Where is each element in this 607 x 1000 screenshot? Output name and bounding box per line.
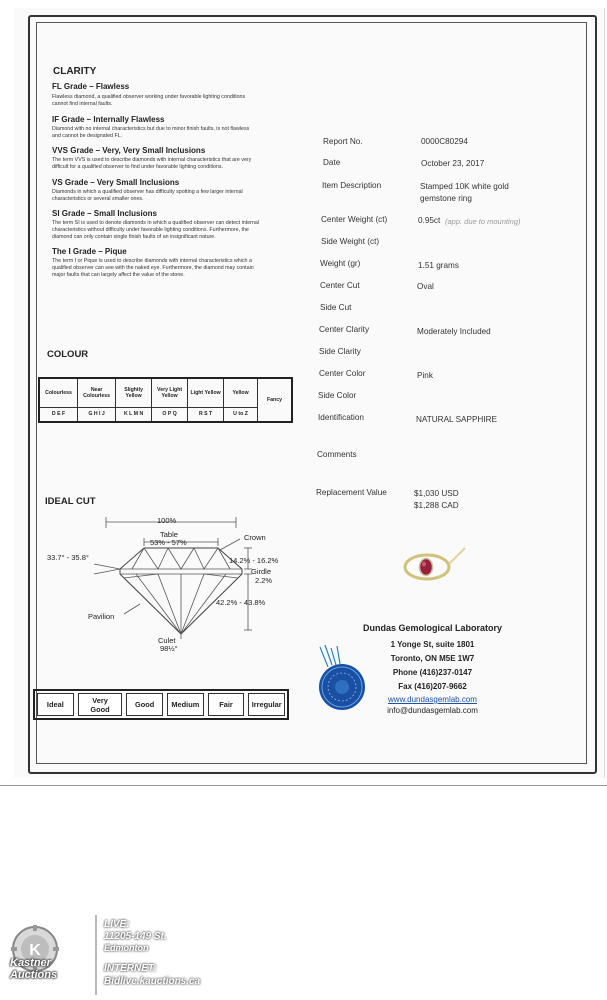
cut-girdle-pct: 2.2% xyxy=(255,576,273,585)
grade-desc: Diamonds in which a qualified observer has difficulty spotting a few larger internal xyxy=(52,189,243,195)
report-value: Pink xyxy=(417,371,433,380)
lab-website-link[interactable]: www.dundasgemlab.com xyxy=(388,695,477,704)
grade-desc: qualified observer can see with the naked eye. Furthermore, the diamond may contain xyxy=(52,265,254,271)
cut-width-label: 100% xyxy=(157,516,177,525)
lab-email: info@dundasgemlab.com xyxy=(387,706,478,715)
report-value: $1,030 USD xyxy=(414,489,459,498)
report-value-line2: $1,288 CAD xyxy=(414,501,459,510)
report-label: Replacement Value xyxy=(316,488,387,497)
colour-col-name: Colourless xyxy=(39,378,78,407)
kastner-logo-text: Kastner Auctions xyxy=(10,957,58,981)
lab-fax: Fax (416)207-9662 xyxy=(398,682,467,691)
lab-name: Dundas Gemological Laboratory xyxy=(362,623,503,633)
cut-grade-cell: Very Good xyxy=(78,693,123,716)
lab-address-line2: Toronto, ON M5E 1W7 xyxy=(390,654,475,663)
grade-desc: characteristics without difficulty under favorable lighting conditions. Furthermore, the xyxy=(52,227,249,233)
colour-col-name: Fancy xyxy=(258,378,293,422)
colour-col-grades: D E F xyxy=(39,407,78,422)
report-label: Center Cut xyxy=(320,281,360,290)
report-value: Oval xyxy=(417,282,434,291)
cut-culet-pct: 98½° xyxy=(160,644,178,653)
grade-title: FL Grade – Flawless xyxy=(52,82,130,91)
colour-col-grades: G H I J xyxy=(78,407,116,422)
grade-title: IF Grade – Internally Flawless xyxy=(52,115,165,124)
footer-internet-label: INTERNET: xyxy=(104,963,157,974)
cut-crown-height: 14.2% - 16.2% xyxy=(229,556,279,565)
report-value-line2: gemstone ring xyxy=(420,194,472,203)
cut-table-label: Table xyxy=(160,530,178,539)
grade-if xyxy=(52,115,302,146)
cut-crown-label: Crown xyxy=(244,533,266,542)
ideal-cut-title: IDEAL CUT xyxy=(45,496,96,507)
grade-desc: Flawless diamond, a qualified observer working under favorable lighting conditions xyxy=(52,94,246,100)
footer-live-address: 11205-149 St. xyxy=(104,931,167,942)
colour-title: COLOUR xyxy=(47,349,89,360)
report-value: October 23, 2017 xyxy=(421,159,485,168)
colour-col-grades: R S T xyxy=(188,407,224,422)
colour-col-name: Light Yellow xyxy=(188,378,224,407)
report-label: Comments xyxy=(317,450,357,459)
grade-vvs xyxy=(52,146,302,178)
grade-desc: cannot find internal faults. xyxy=(52,101,113,107)
grade-desc: The term SI is used to denote diamonds in which a qualified observer can detect internal xyxy=(52,220,259,226)
cut-grade-scale xyxy=(33,689,289,720)
grade-desc: and cannot be designated FL. xyxy=(52,133,123,139)
cut-grade-cell: Good xyxy=(126,693,163,716)
svg-text:K: K xyxy=(29,942,41,959)
clarity-grade-list xyxy=(52,82,302,279)
report-label: Report No. xyxy=(323,137,363,146)
grade-title: VVS Grade – Very, Very Small Inclusions xyxy=(52,146,206,155)
lab-address-line1: 1 Yonge St, suite 1801 xyxy=(390,640,475,649)
report-label: Side Cut xyxy=(320,303,352,312)
report-value: 0000C80294 xyxy=(421,137,468,146)
footer-live-label: LIVE: xyxy=(104,919,130,930)
grade-title: VS Grade – Very Small Inclusions xyxy=(52,178,180,187)
report-value: Moderately Included xyxy=(417,327,491,336)
grade-desc: The term I or Pique is used to describe diamonds with internal characteristics which a xyxy=(52,258,252,264)
lab-phone: Phone (416)237-0147 xyxy=(392,668,473,677)
colour-col-name: Slightly Yellow xyxy=(116,378,152,407)
cut-grade-cell: Ideal xyxy=(37,693,74,716)
report-label: Identification xyxy=(318,413,364,422)
grade-desc: major faults that can largely affect the value of the stone. xyxy=(52,272,185,278)
colour-col-grades: O P Q xyxy=(152,407,188,422)
grade-desc: The term VVS is used to describe diamonds with internal characteristics that are very xyxy=(52,157,252,163)
ring-photo xyxy=(397,540,467,585)
cut-table-range: 53% - 57% xyxy=(150,538,187,547)
report-label: Item Description xyxy=(322,181,382,190)
colour-col-grades: K L M N xyxy=(116,407,152,422)
colour-col-name: Yellow xyxy=(224,378,258,407)
grade-title: SI Grade – Small Inclusions xyxy=(52,209,157,218)
report-label: Date xyxy=(323,158,341,167)
footer-live-city: Edmonton xyxy=(104,943,149,953)
report-value: 0.95ct xyxy=(418,216,441,225)
grade-desc: characteristics or several smaller ones. xyxy=(52,196,144,202)
grade-desc: Diamond with no internal characteristics but due to minor finish faults, is not flawless xyxy=(52,126,250,132)
cut-grade-cell: Fair xyxy=(208,693,245,716)
report-label: Center Color xyxy=(319,369,366,378)
colour-col-name: Very Light Yellow xyxy=(152,378,188,407)
report-label: Side Weight (ct) xyxy=(321,237,380,246)
report-label: Side Clarity xyxy=(319,347,361,356)
cut-pavilion-label: Pavilion xyxy=(88,612,115,621)
auction-footer xyxy=(0,905,607,1000)
report-label: Side Color xyxy=(318,391,357,400)
cut-culet-label: Culet xyxy=(158,636,176,645)
report-label: Center Clarity xyxy=(319,325,370,334)
report-label: Center Weight (ct) xyxy=(321,215,388,224)
cut-grade-cell: Medium xyxy=(167,693,204,716)
cut-crown-angle: 33.7° - 35.8° xyxy=(47,553,89,562)
report-value: NATURAL SAPPHIRE xyxy=(416,415,497,424)
cut-pavilion-depth: 42.2% - 43.8% xyxy=(216,598,266,607)
grade-desc: diamond can only contain single finish faults of an insignificant nature. xyxy=(52,234,216,240)
colour-col-grades: U to Z xyxy=(224,407,258,422)
colour-col-name: Near Colourless xyxy=(78,378,116,407)
colour-scale-table xyxy=(38,377,293,423)
grade-i xyxy=(52,247,302,279)
grade-desc: difficult for a qualified observer to find under favorable lighting conditions. xyxy=(52,164,223,170)
footer-internet-url[interactable]: Bidlive.kauctions.ca xyxy=(104,976,201,987)
report-label: Weight (gr) xyxy=(320,259,361,268)
clarity-title: CLARITY xyxy=(53,66,97,77)
grade-si xyxy=(52,209,302,247)
report-note: (app. due to mounting) xyxy=(445,217,521,226)
hologram-seal-icon xyxy=(314,645,370,711)
page-edge-line xyxy=(0,785,607,786)
footer-divider xyxy=(95,915,97,995)
grade-fl xyxy=(52,82,302,115)
report-value: Stamped 10K white gold xyxy=(420,182,509,191)
grade-title: The I Grade – Pique xyxy=(52,247,127,256)
report-value: 1.51 grams xyxy=(418,261,459,270)
cut-grade-cell: Irregular xyxy=(248,693,285,716)
grade-vs xyxy=(52,178,302,209)
cut-girdle-label: Girdle xyxy=(251,567,272,576)
